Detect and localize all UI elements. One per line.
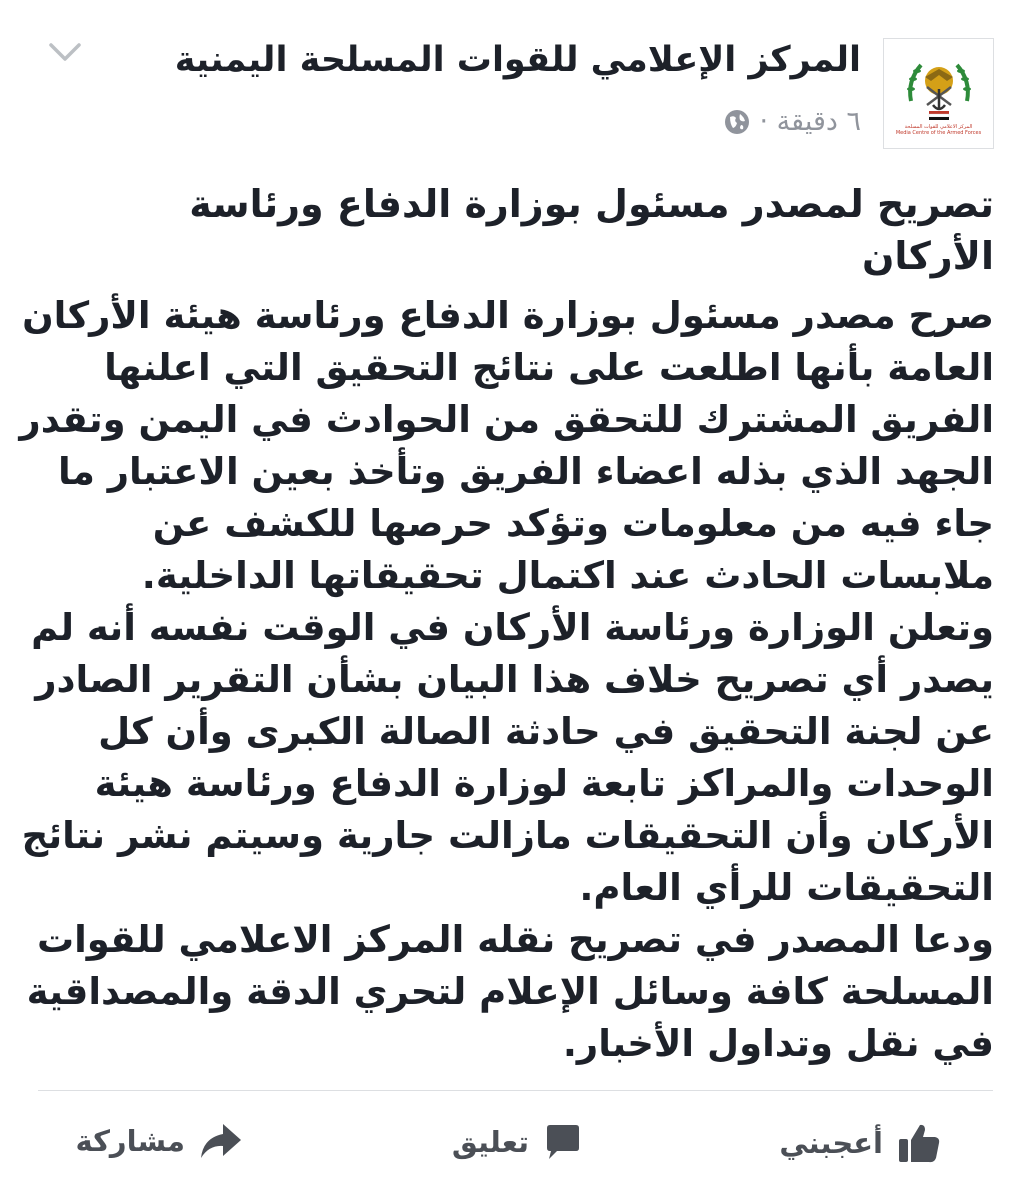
action-bar-divider (38, 1090, 993, 1091)
post-options-chevron-icon[interactable] (48, 40, 82, 64)
post-paragraph-3: ودعا المصدر في تصريح نقله المركز الاعلامي للقوات المسلحة كافة وسائل الإعلام لتحري الدقة والمصداقية في نقل وتداول الأخبار. (26, 918, 994, 1065)
comment-button[interactable] (452, 1122, 583, 1162)
post-body (14, 290, 994, 1070)
share-arrow-icon (199, 1122, 243, 1160)
post-meta (724, 106, 861, 137)
page-avatar[interactable] (883, 38, 994, 149)
like-button[interactable] (779, 1122, 941, 1164)
logo-caption-ar: المركز الاعلامي للقوات المسلحة (904, 124, 973, 130)
like-label: أعجبني (779, 1126, 883, 1160)
armed-forces-logo-icon (899, 51, 979, 123)
post-paragraph-2: وتعلن الوزارة ورئاسة الأركان في الوقت نفسه أنه لم يصدر أي تصريح خلاف هذا البيان بشأن التقرير الصادر عن لجنة التحقيق في حادثة الصالة الكبرى وأن كل الوحدات والمراكز تابعة لوزارة الدفاع ورئاسة هيئة الأركان وأن التحقيقات مازالت جارية وسيتم نشر نتائج التحقيقات للرأي العام. (21, 606, 994, 909)
post-paragraph-1: صرح مصدر مسئول بوزارة الدفاع ورئاسة هيئة الأركان العامة بأنها اطلعت على نتائج التحقيق التي اعلنها الفريق المشترك للتحقق من الحوادث في اليمن وتقدر الجهد الذي بذله اعضاء الفريق وتأخذ بعين الاعتبار ما جاء فيه من معلومات وتؤكد حرصها للكشف عن ملابسات الحادث عند اكتمال تحقيقاتها الداخلية. (19, 294, 994, 597)
logo-caption (896, 125, 981, 136)
action-bar (0, 1100, 1031, 1195)
thumbs-up-icon (897, 1122, 941, 1164)
post-headline: تصريح لمصدر مسئول بوزارة الدفاع ورئاسة الأركان (189, 182, 994, 278)
comment-label: تعليق (451, 1125, 529, 1159)
share-button[interactable] (75, 1122, 243, 1160)
comment-bubble-icon (543, 1122, 583, 1162)
globe-icon (724, 109, 750, 135)
share-label: مشاركة (75, 1124, 185, 1158)
logo-caption-en: Media Centre of the Armed Forces (895, 129, 982, 136)
page-name[interactable]: المركز الإعلامي للقوات المسلحة اليمنية (174, 40, 861, 80)
post-timestamp[interactable]: ٦ دقيقة · (759, 106, 861, 137)
